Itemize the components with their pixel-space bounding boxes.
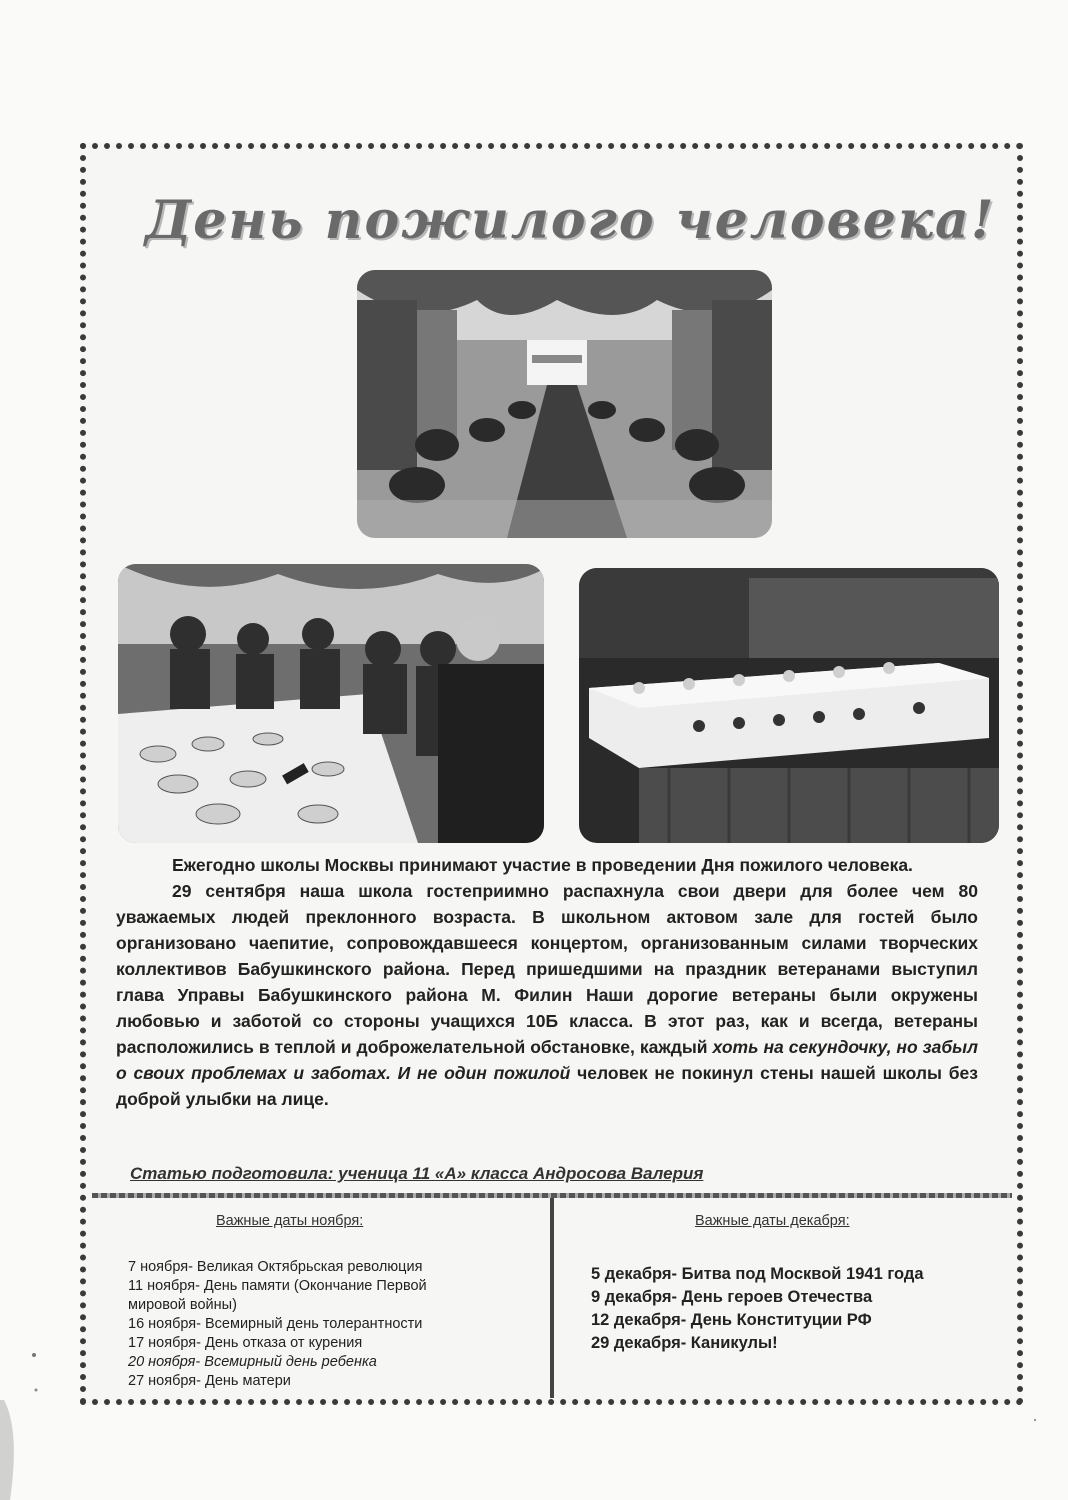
list-item: 17 ноября- День отказа от курения xyxy=(128,1335,363,1351)
article-paragraph-1: Ежегодно школы Москвы принимают участие в проведении Дня пожилого человека. xyxy=(172,855,913,875)
article-paragraph-2-main: 29 сентября наша школа гостеприимно распахнула свои двери для более чем 80 уважаемых людей преклонного возраста. В школьном актовом зале для гостей было организовано чаепитие, сопровождавшееся концертом, организованным силами творческих коллективов Бабушкинского района. Перед пришедшими на праздник ветеранами выступил глава Управы Бабушкинского района М. Филин Наши дорогие ветераны были окружены любовью и заботой со стороны учащихся 10Б класса. В этот раз, как и всегда, ветераны расположились в теплой и доброжелательной обстановке, каждый xyxy=(116,881,978,1057)
november-heading: Важные даты ноября: xyxy=(216,1213,364,1229)
page-title: День пожилого человека! xyxy=(145,190,996,251)
list-item: 11 ноября- День памяти (Окончание Первой мировой войны) xyxy=(128,1278,427,1313)
list-item: 20 ноября- Всемирный день ребенка xyxy=(128,1354,377,1370)
photo-assembly-hall xyxy=(357,270,772,538)
section-divider-vertical xyxy=(550,1198,554,1398)
photo-tea-party xyxy=(118,564,544,843)
article-paragraph-2-italic: хоть на секундочку, но забыл о своих проблемах и заботах. И не один пожилой xyxy=(116,1037,978,1083)
december-dates-list xyxy=(591,1263,1011,1355)
article-body xyxy=(116,852,978,1112)
december-heading: Важные даты декабря: xyxy=(695,1213,850,1229)
list-item: 9 декабря- День героев Отечества xyxy=(591,1288,873,1306)
article-paragraph-2 xyxy=(116,878,978,1112)
list-item: 7 ноября- Великая Октябрьская революция xyxy=(128,1259,423,1275)
list-item: 12 декабря- День Конституции РФ xyxy=(591,1311,872,1329)
article-byline: Статью подготовила: ученица 11 «А» класса Андросова Валерия xyxy=(130,1164,704,1183)
list-item: 27 ноября- День матери xyxy=(128,1373,291,1389)
list-item: 5 декабря- Битва под Москвой 1941 года xyxy=(591,1265,924,1283)
photo-cake xyxy=(579,568,999,843)
list-item: 29 декабря- Каникулы! xyxy=(591,1334,778,1352)
list-item: 16 ноября- Всемирный день толерантности xyxy=(128,1316,423,1332)
article-paragraph-2-end: человек не покинул стены нашей школы без доброй улыбки на лице. xyxy=(116,1063,978,1109)
november-dates-list xyxy=(128,1258,488,1391)
